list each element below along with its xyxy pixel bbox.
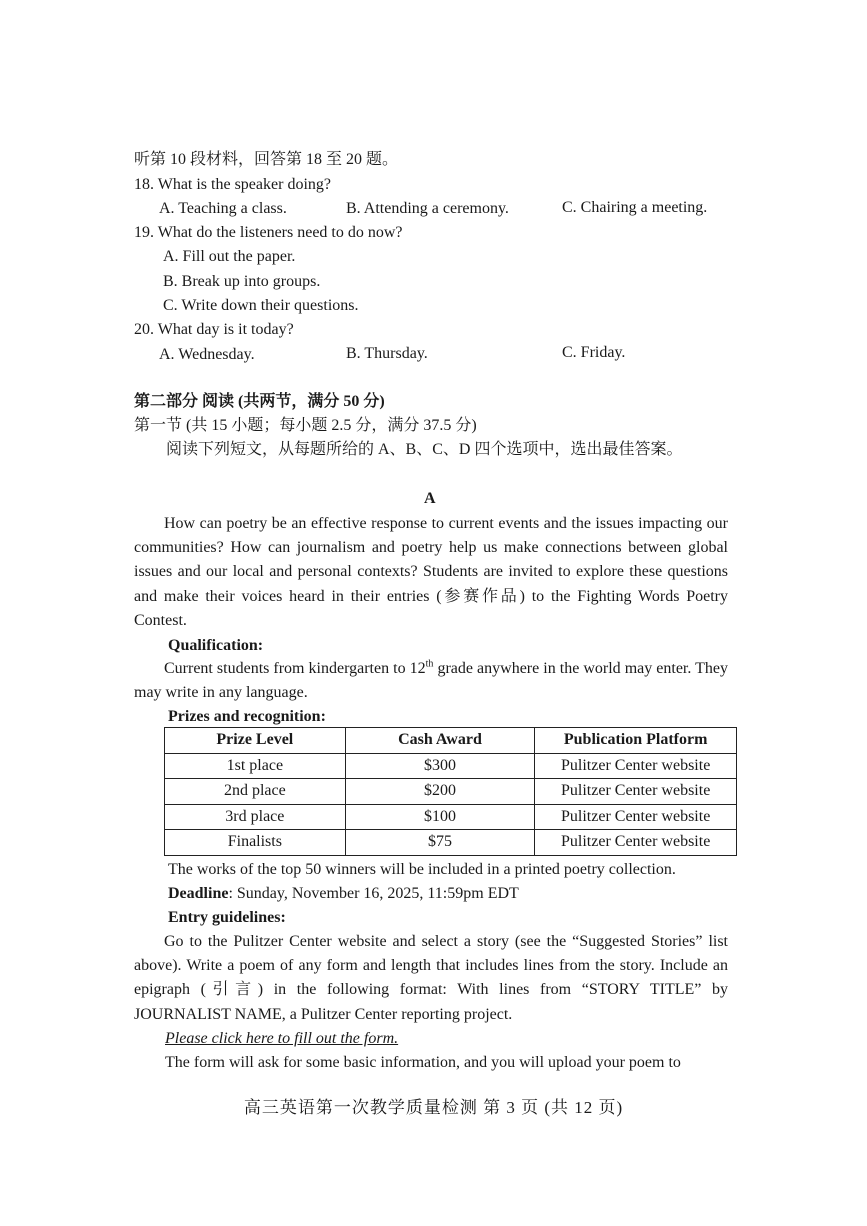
table-header-row	[165, 728, 737, 754]
table-header-cell: Prize Level	[165, 728, 346, 754]
table-header-cell: Cash Award	[345, 728, 535, 754]
question-20-option-b: B. Thursday.	[346, 345, 428, 362]
table-cell: Pulitzer Center website	[535, 753, 737, 779]
table-cell: $100	[345, 804, 535, 830]
table-row	[165, 830, 737, 856]
reading-instruction: 阅读下列短文，从每题所给的 A、B、C、D 四个选项中，选出最佳答案。	[166, 441, 683, 458]
question-20-stem: 20. What day is it today?	[134, 321, 294, 338]
table-row	[165, 753, 737, 779]
table-header-cell: Publication Platform	[535, 728, 737, 754]
table-row	[165, 804, 737, 830]
passage-paragraph-1	[134, 512, 728, 633]
table-cell: 3rd place	[165, 804, 346, 830]
guidelines-heading: Entry guidelines:	[168, 909, 286, 926]
table-cell: Pulitzer Center website	[535, 804, 737, 830]
deadline-label: Deadline	[168, 885, 229, 902]
guidelines-paragraph	[134, 930, 728, 1027]
question-20-option-a: A. Wednesday.	[159, 346, 255, 363]
qualification-superscript: th	[425, 658, 434, 670]
form-link[interactable]: Please click here to fill out the form.	[165, 1030, 399, 1047]
passage-letter: A	[424, 490, 436, 507]
section-one-title: 第一节 (共 15 小题；每小题 2.5 分，满分 37.5 分)	[134, 417, 477, 434]
part-two-title: 第二部分 阅读 (共两节，满分 50 分)	[134, 393, 385, 410]
table-row	[165, 779, 737, 805]
table-cell: Pulitzer Center website	[535, 779, 737, 805]
table-cell: $300	[345, 753, 535, 779]
question-19-option-c: C. Write down their questions.	[163, 297, 359, 314]
guidelines-text: Go to the Pulitzer Center website and select a story (see the “Suggested Stories” list above). Write a poem of any form and length that includes lines from the story. Include an epigraph (引言) in the following format: With lines from “STORY TITLE” by JOURNALIST NAME, a Pulitzer Center reporting project.	[134, 933, 728, 1023]
passage-paragraph-1-text: How can poetry be an effective response to current events and the issues impacting our communities? How can journalism and poetry help us make connections between global issues and our local and personal contexts? Students are invited to explore these questions and make their voices heard in their entries (参赛作品) to the Fighting Words Poetry Contest.	[134, 515, 728, 629]
qualification-text-start: Current students from kindergarten to 12	[164, 660, 426, 677]
table-cell: $200	[345, 779, 535, 805]
page-footer: 高三英语第一次教学质量检测 第 3 页 (共 12 页)	[243, 1098, 624, 1117]
question-19-stem: 19. What do the listeners need to do now?	[134, 224, 403, 241]
qualification-paragraph	[134, 657, 728, 705]
question-19-option-a: A. Fill out the paper.	[163, 248, 296, 265]
qualification-heading: Qualification:	[168, 637, 264, 654]
table-cell: 1st place	[165, 753, 346, 779]
qualification-text-end: grade anywhere in the world may enter. They may write in any language.	[134, 660, 729, 702]
question-19-option-b: B. Break up into groups.	[163, 273, 321, 290]
question-18-stem: 18. What is the speaker doing?	[134, 176, 331, 193]
table-cell: Finalists	[165, 830, 346, 856]
question-18-option-b: B. Attending a ceremony.	[346, 200, 509, 217]
table-cell: $75	[345, 830, 535, 856]
table-cell: Pulitzer Center website	[535, 830, 737, 856]
question-18-option-c: C. Chairing a meeting.	[562, 199, 708, 216]
question-18-option-a: A. Teaching a class.	[159, 200, 287, 217]
table-cell: 2nd place	[165, 779, 346, 805]
deadline-text: : Sunday, November 16, 2025, 11:59pm EDT	[228, 885, 519, 902]
question-20-option-c: C. Friday.	[562, 344, 626, 361]
deadline-line	[168, 884, 519, 904]
listening-intro: 听第 10 段材料，回答第 18 至 20 题。	[134, 151, 399, 168]
prizes-heading: Prizes and recognition:	[168, 708, 326, 725]
prizes-table	[164, 727, 737, 856]
top-50-note: The works of the top 50 winners will be included in a printed poetry collection.	[168, 861, 676, 878]
form-info-line: The form will ask for some basic information, and you will upload your poem to	[165, 1054, 681, 1071]
